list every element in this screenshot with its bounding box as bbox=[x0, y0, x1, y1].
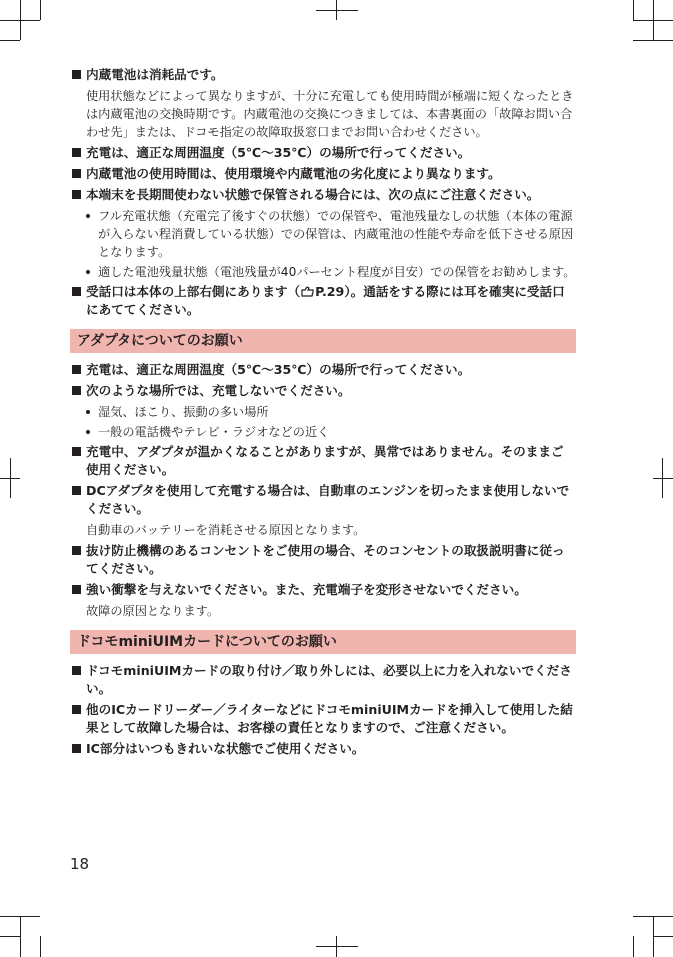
item-body: 使用状態などによって異なりますが、十分に充電しても使用時間が極端に短くなったときは内蔵電池の交換時期です。内蔵電池の交換につきましては、本書裏面の「故障お問い合わせ先」または、ドコモ指定の故障取扱窓口までお問い合わせください。 bbox=[86, 89, 574, 139]
square-bullet-icon bbox=[72, 365, 81, 374]
square-bullet-icon bbox=[72, 486, 81, 495]
item-title: ドコモminiUIMカードの取り付け／取り外しには、必要以上に力を入れないでください。 bbox=[86, 663, 572, 696]
list-item bbox=[70, 263, 576, 281]
section-heading-uim: ドコモminiUIMカードについてのお願い bbox=[70, 630, 576, 654]
item-title: 充電は、適正な周囲温度（5℃～35℃）の場所で行ってください。 bbox=[86, 145, 471, 160]
square-bullet-icon bbox=[72, 546, 81, 555]
charge-temperature-item bbox=[70, 144, 576, 162]
page-number: 18 bbox=[70, 855, 90, 873]
square-bullet-icon bbox=[72, 190, 81, 199]
storage-item bbox=[70, 186, 576, 204]
section-heading-adapter: アダプタについてのお願い bbox=[70, 329, 576, 353]
battery-life-item bbox=[70, 165, 576, 183]
dot-bullet-icon bbox=[86, 214, 90, 218]
square-bullet-icon bbox=[72, 386, 81, 395]
uim-reader-item bbox=[70, 701, 576, 737]
square-bullet-icon bbox=[72, 705, 81, 714]
page-reference-link[interactable]: P.29 bbox=[315, 284, 345, 299]
item-title: 次のような場所では、充電しないでください。 bbox=[86, 383, 351, 398]
earpiece-item bbox=[70, 283, 576, 319]
square-bullet-icon bbox=[72, 169, 81, 178]
list-item-text: フル充電状態（充電完了後すぐの状態）での保管や、電池残量なしの状態（本体の電源が入らない程消費している状態）での保管は、内蔵電池の性能や寿命を低下させる原因となります。 bbox=[98, 209, 574, 259]
item-title: 内蔵電池は消耗品です。 bbox=[86, 67, 224, 82]
no-charge-places-item bbox=[70, 382, 576, 400]
item-title: DCアダプタを使用して充電する場合は、自動車のエンジンを切ったまま使用しないでください。 bbox=[86, 483, 570, 516]
square-bullet-icon bbox=[72, 70, 81, 79]
item-body: 故障の原因となります。 bbox=[86, 604, 220, 618]
dot-bullet-icon bbox=[86, 430, 90, 434]
item-title: 本端末を長期間使わない状態で保管される場合には、次の点にご注意ください。 bbox=[86, 187, 540, 202]
page-reference-icon bbox=[301, 286, 314, 297]
list-item-text: 湿気、ほこり、振動の多い場所 bbox=[98, 405, 269, 419]
square-bullet-icon bbox=[72, 666, 81, 675]
item-title: 他のICカードリーダー／ライターなどにドコモminiUIMカードを挿入して使用した結果として故障した場合は、お客様の責任となりますので、ご注意ください。 bbox=[86, 702, 573, 735]
impact-item bbox=[70, 581, 576, 599]
locking-outlet-item bbox=[70, 542, 576, 578]
adapter-warm-item bbox=[70, 443, 576, 479]
item-body: 自動車のバッテリーを消耗させる原因となります。 bbox=[86, 523, 366, 537]
ic-clean-item bbox=[70, 740, 576, 758]
item-title-pre: 受話口は本体の上部右側にあります（ bbox=[86, 284, 301, 299]
page-content bbox=[70, 66, 576, 761]
item-title: 充電中、アダプタが温かくなることがありますが、異常ではありません。そのままご使用ください。 bbox=[86, 444, 564, 477]
item-title: 抜け防止機構のあるコンセントをご使用の場合、そのコンセントの取扱説明書に従ってください。 bbox=[86, 543, 565, 576]
list-item-text: 適した電池残量状態（電池残量が40パーセント程度が目安）での保管をお勧めします。 bbox=[98, 265, 576, 279]
item-title: 充電は、適正な周囲温度（5℃～35℃）の場所で行ってください。 bbox=[86, 362, 471, 377]
dot-bullet-icon bbox=[86, 270, 90, 274]
square-bullet-icon bbox=[72, 148, 81, 157]
list-item-text: 一般の電話機やテレビ・ラジオなどの近く bbox=[98, 425, 330, 439]
list-item bbox=[70, 207, 576, 261]
square-bullet-icon bbox=[72, 585, 81, 594]
list-item bbox=[70, 423, 576, 441]
item-title: 強い衝撃を与えないでください。また、充電端子を変形させないでください。 bbox=[86, 582, 527, 597]
square-bullet-icon bbox=[72, 447, 81, 456]
battery-consumable-item bbox=[70, 66, 576, 84]
square-bullet-icon bbox=[72, 287, 81, 296]
uim-insert-item bbox=[70, 662, 576, 698]
dc-adapter-item bbox=[70, 482, 576, 518]
adapter-temperature-item bbox=[70, 361, 576, 379]
item-title: IC部分はいつもきれいな状態でご使用ください。 bbox=[86, 741, 365, 756]
item-title: 内蔵電池の使用時間は、使用環境や内蔵電池の劣化度により異なります。 bbox=[86, 166, 501, 181]
dot-bullet-icon bbox=[86, 410, 90, 414]
list-item bbox=[70, 403, 576, 421]
square-bullet-icon bbox=[72, 744, 81, 753]
item-title-post: ）。通話をする際には耳を確実に受話口にあててください。 bbox=[86, 284, 565, 317]
